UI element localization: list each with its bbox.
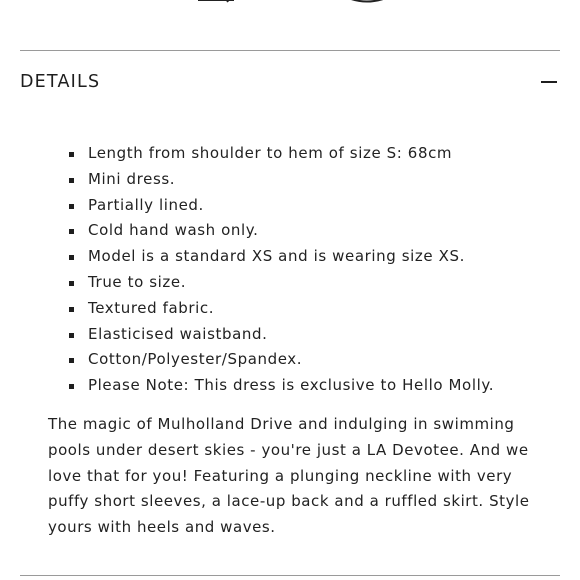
cropped-logo-fragment bbox=[194, 0, 414, 6]
list-item: Elasticised waistband. bbox=[48, 322, 538, 348]
square-bullet-icon bbox=[69, 384, 74, 389]
square-bullet-icon bbox=[69, 255, 74, 260]
square-bullet-icon bbox=[69, 178, 74, 183]
product-description: The magic of Mulholland Drive and indulging in swimming pools under desert skies - you're just a LA Devotee. And we love that for you! Featuring a plunging neckline with very puffy short sleeves, a lace-up back and a ruffled skirt. Style yours with heels and waves. bbox=[48, 414, 530, 537]
square-bullet-icon bbox=[69, 229, 74, 234]
square-bullet-icon bbox=[69, 152, 74, 157]
accordion-title: DETAILS bbox=[20, 72, 101, 92]
list-item: Partially lined. bbox=[48, 193, 538, 219]
square-bullet-icon bbox=[69, 307, 74, 312]
square-bullet-icon bbox=[69, 358, 74, 363]
list-item: True to size. bbox=[48, 270, 538, 296]
list-item: Cotton/Polyester/Spandex. bbox=[48, 347, 538, 373]
list-item: Length from shoulder to hem of size S: 68cm bbox=[48, 141, 538, 167]
list-item: Model is a standard XS and is wearing size XS. bbox=[48, 244, 538, 270]
details-accordion-header[interactable] bbox=[20, 51, 560, 113]
list-item: Textured fabric. bbox=[48, 296, 538, 322]
bottom-divider bbox=[20, 575, 560, 576]
list-item: Please Note: This dress is exclusive to Hello Molly. bbox=[48, 373, 538, 399]
list-item: Mini dress. bbox=[48, 167, 538, 193]
minus-icon[interactable] bbox=[540, 72, 558, 92]
details-list bbox=[48, 141, 538, 399]
square-bullet-icon bbox=[69, 281, 74, 286]
details-accordion-body bbox=[48, 141, 538, 541]
square-bullet-icon bbox=[69, 204, 74, 209]
square-bullet-icon bbox=[69, 333, 74, 338]
list-item: Cold hand wash only. bbox=[48, 218, 538, 244]
